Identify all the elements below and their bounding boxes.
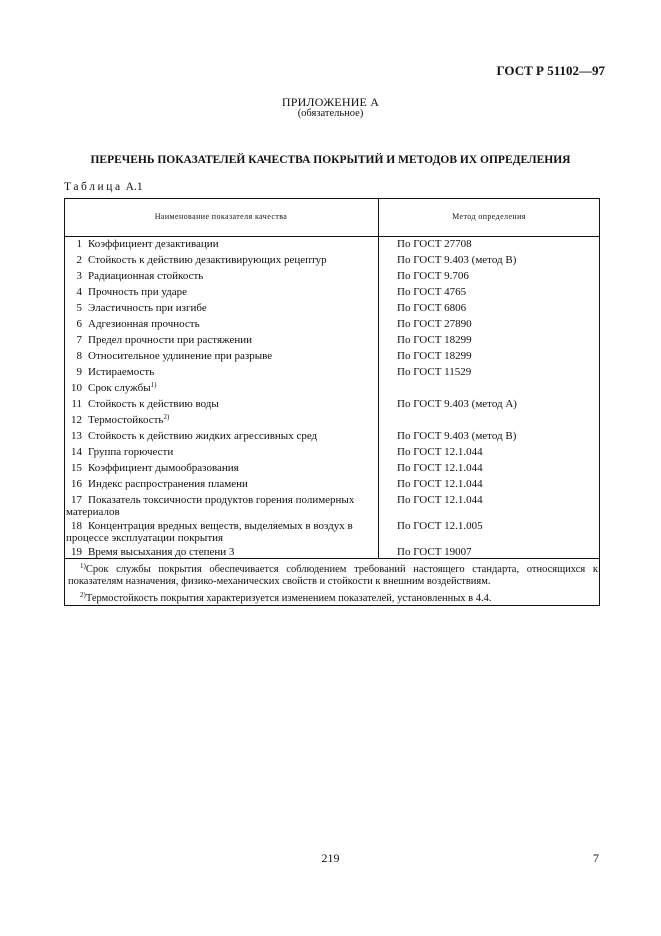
row-17-method: По ГОСТ 12.1.044 (397, 494, 483, 506)
row-name-text: Коэффициент дезактивации (88, 238, 219, 250)
row-16-indicator (66, 478, 377, 490)
row-11-method: По ГОСТ 9.403 (метод А) (397, 398, 517, 410)
footnote-reference: 1) (150, 381, 157, 389)
row-name-text: Коэффициент дымообразования (88, 462, 239, 474)
row-name-text: Эластичность при изгибе (88, 302, 207, 314)
row-number: 13 (71, 430, 82, 442)
appendix-title: ПРИЛОЖЕНИЕ А (281, 95, 380, 109)
sheet-number: 7 (593, 851, 599, 865)
row-2-method: По ГОСТ 9.403 (метод В) (397, 254, 517, 266)
row-name-text: Стойкость к действию воды (88, 398, 219, 410)
row-5-method: По ГОСТ 6806 (397, 302, 467, 314)
row-18-method: По ГОСТ 12.1.005 (397, 520, 483, 532)
row-number: 18 (71, 520, 82, 532)
row-9-method: По ГОСТ 11529 (397, 366, 472, 378)
row-number: 14 (71, 446, 82, 458)
row-13-method: По ГОСТ 9.403 (метод В) (397, 430, 517, 442)
row-11-indicator (66, 398, 377, 410)
row-name-text: Срок службы (88, 382, 151, 394)
row-name-text: Истираемость (88, 366, 155, 378)
standard-header: ГОСТ Р 51102—97 (496, 63, 605, 78)
row-name-continuation: материалов (66, 506, 120, 518)
row-4-method: По ГОСТ 4765 (397, 286, 467, 298)
column-header-method: Метод определения (452, 212, 526, 221)
row-number: 8 (76, 350, 82, 362)
row-number: 9 (76, 366, 82, 378)
row-name-text: Адгезионная прочность (88, 318, 200, 330)
row-name-text: Время высыхания до степени 3 (88, 546, 235, 558)
row-6-method: По ГОСТ 27890 (397, 318, 472, 330)
row-number: 19 (71, 546, 82, 558)
row-15-method: По ГОСТ 12.1.044 (397, 462, 483, 474)
row-name-text: Прочность при ударе (88, 286, 187, 298)
appendix-subtitle: (обязательное) (297, 108, 364, 119)
row-number: 16 (71, 478, 82, 490)
row-number: 3 (76, 270, 82, 282)
column-header-indicator: Наименование показателя качества (154, 212, 288, 221)
table-label-number: А.1 (125, 181, 143, 193)
row-17-indicator (66, 494, 377, 518)
row-18-indicator (66, 520, 377, 544)
document-title: ПЕРЕЧЕНЬ ПОКАЗАТЕЛЕЙ КАЧЕСТВА ПОКРЫТИЙ И МЕТОДОВ ИХ ОПРЕДЕЛЕНИЯ (90, 154, 571, 166)
footnote-2-mark: 2) (80, 591, 86, 599)
row-name-text: Предел прочности при растяжении (88, 334, 253, 346)
row-number: 15 (71, 462, 82, 474)
row-name-text: Индекс распространения пламени (88, 478, 248, 490)
row-6-indicator (66, 318, 377, 330)
row-7-method: По ГОСТ 18299 (397, 334, 472, 346)
row-number: 6 (76, 318, 82, 330)
footnote-2-text: Термостойкость покрытия характеризуется изменением показателей, установленных в 4.4. (85, 593, 492, 604)
row-14-method: По ГОСТ 12.1.044 (397, 446, 483, 458)
footnote-2 (68, 593, 598, 605)
footnote-1-mark: 1) (80, 562, 86, 570)
row-number: 5 (76, 302, 82, 314)
row-2-indicator (66, 254, 377, 266)
table-label (64, 181, 143, 193)
column-divider (378, 198, 379, 558)
row-name-text: Группа горючести (88, 446, 174, 458)
footnote-1 (68, 564, 598, 588)
row-1-indicator (66, 238, 377, 250)
row-14-indicator (66, 446, 377, 458)
row-3-method: По ГОСТ 9.706 (397, 270, 469, 282)
footnote-1-text: Срок службы покрытия обеспечивается соблюдением требований настоящего стандарта, относящихся к показателям назначения, физико-механических свойств и стойкости к внешним воздействиям. (68, 564, 598, 587)
row-1-method: По ГОСТ 27708 (397, 238, 472, 250)
footnote-reference: 2) (163, 413, 170, 421)
row-name-text: Относительное удлинение при разрыве (88, 350, 273, 362)
header-divider (64, 236, 600, 237)
row-number: 7 (76, 334, 82, 346)
row-number: 1 (76, 238, 82, 250)
footnote-divider (64, 558, 600, 559)
row-3-indicator (66, 270, 377, 282)
row-4-indicator (66, 286, 377, 298)
row-13-indicator (66, 430, 377, 442)
row-number: 12 (71, 414, 82, 426)
page-number: 219 (321, 851, 340, 865)
row-name-text: Термостойкость (88, 414, 164, 426)
row-number: 11 (71, 398, 82, 410)
row-number: 17 (71, 494, 82, 506)
row-10-indicator (66, 382, 377, 394)
row-number: 2 (76, 254, 82, 266)
row-number: 10 (71, 382, 82, 394)
row-9-indicator (66, 366, 377, 378)
row-name-text: Стойкость к действию дезактивирующих рецептур (88, 254, 327, 266)
row-16-method: По ГОСТ 12.1.044 (397, 478, 483, 490)
row-5-indicator (66, 302, 377, 314)
row-name-text: Концентрация вредных веществ, выделяемых в воздух в (88, 520, 353, 532)
row-7-indicator (66, 334, 377, 346)
row-8-indicator (66, 350, 377, 362)
row-19-method: По ГОСТ 19007 (397, 546, 472, 558)
row-19-indicator (66, 546, 377, 558)
row-12-indicator (66, 414, 377, 426)
row-15-indicator (66, 462, 377, 474)
table-label-word: Таблица (64, 181, 123, 193)
row-number: 4 (76, 286, 82, 298)
row-name-continuation: процессе эксплуатации покрытия (66, 532, 224, 544)
row-name-text: Показатель токсичности продуктов горения полимерных (88, 494, 355, 506)
row-8-method: По ГОСТ 18299 (397, 350, 472, 362)
row-name-text: Радиационная стойкость (88, 270, 204, 282)
row-name-text: Стойкость к действию жидких агрессивных сред (88, 430, 318, 442)
